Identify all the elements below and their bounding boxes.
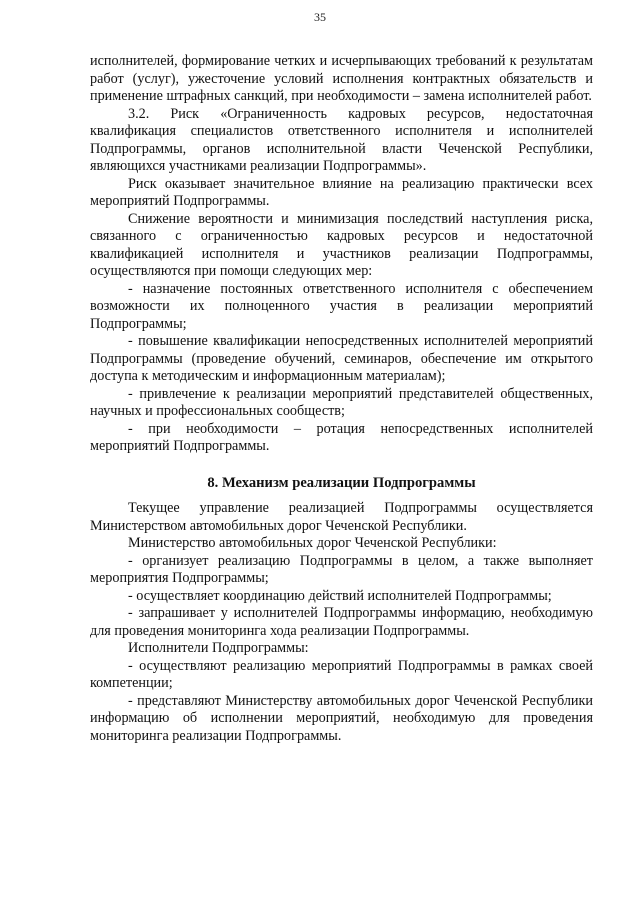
section-paragraph: Министерство автомобильных дорог Чеченской Республики:: [128, 535, 497, 551]
section-paragraph: Текущее управление реализацией Подпрограммы осуществляется Министерством автомобильных дорог Чеченской Республики.: [90, 500, 593, 534]
risk-3-2-paragraph: 3.2. Риск «Ограниченность кадровых ресурсов, недостаточная квалификация специалистов ответственного исполнителя и исполнителей Подпрограммы, органов исполнительной власти Чеченской Республики, являющихся участниками реализации Подпрограммы».: [90, 105, 593, 174]
section-paragraph: - организует реализацию Подпрограммы в целом, а также выполняет мероприятия Подпрограммы;: [90, 552, 593, 586]
section-paragraph: - представляют Министерству автомобильных дорог Чеченской Республики информацию об исполнении мероприятий, необходимую для проведения мониторинга реализации Подпрограммы.: [90, 692, 593, 744]
measure-item: - повышение квалификации непосредственных исполнителей мероприятий Подпрограммы (проведение обучений, семинаров, обеспечение им открытого доступа к методическим и информационным материалам);: [90, 333, 593, 384]
risk-influence-paragraph: Риск оказывает значительное влияние на реализацию практически всех мероприятий Подпрограммы.: [90, 175, 593, 209]
measure-item: - назначение постоянных ответственного исполнителя с обеспечением возможности их полноценного участия в реализации мероприятий Подпрограммы;: [90, 280, 593, 332]
section-title: 8. Механизм реализации Подпрограммы: [207, 474, 476, 491]
page-content: [90, 53, 593, 745]
measure-item: - привлечение к реализации мероприятий представителей общественных, научных и профессиональных сообществ;: [90, 385, 593, 419]
section-paragraph: - осуществляет координацию действий исполнителей Подпрограммы;: [128, 587, 552, 604]
mitigation-intro-paragraph: Снижение вероятности и минимизация последствий наступления риска, связанного с ограниченностью кадровых ресурсов и недостаточной квалификацией исполнителя и участников реализации Подпрограммы, осуществляются при помощи следующих мер:: [90, 210, 593, 279]
section-paragraph: Исполнители Подпрограммы:: [128, 640, 309, 656]
section-paragraph: - осуществляют реализацию мероприятий Подпрограммы в рамках своей компетенции;: [90, 657, 593, 691]
section-paragraph: - запрашивает у исполнителей Подпрограммы информацию, необходимую для проведения мониторинга хода реализации Подпрограммы.: [90, 605, 593, 639]
page-number: 35: [314, 10, 326, 24]
continued-paragraph: исполнителей, формирование четких и исчерпывающих требований к результатам работ (услуг), ужесточение условий исполнения контрактных обязательств и применение штрафных санкций, при необходимости – замена исполнителей работ.: [90, 53, 593, 104]
measure-item: - при необходимости – ротация непосредственных исполнителей мероприятий Подпрограммы.: [90, 420, 593, 454]
